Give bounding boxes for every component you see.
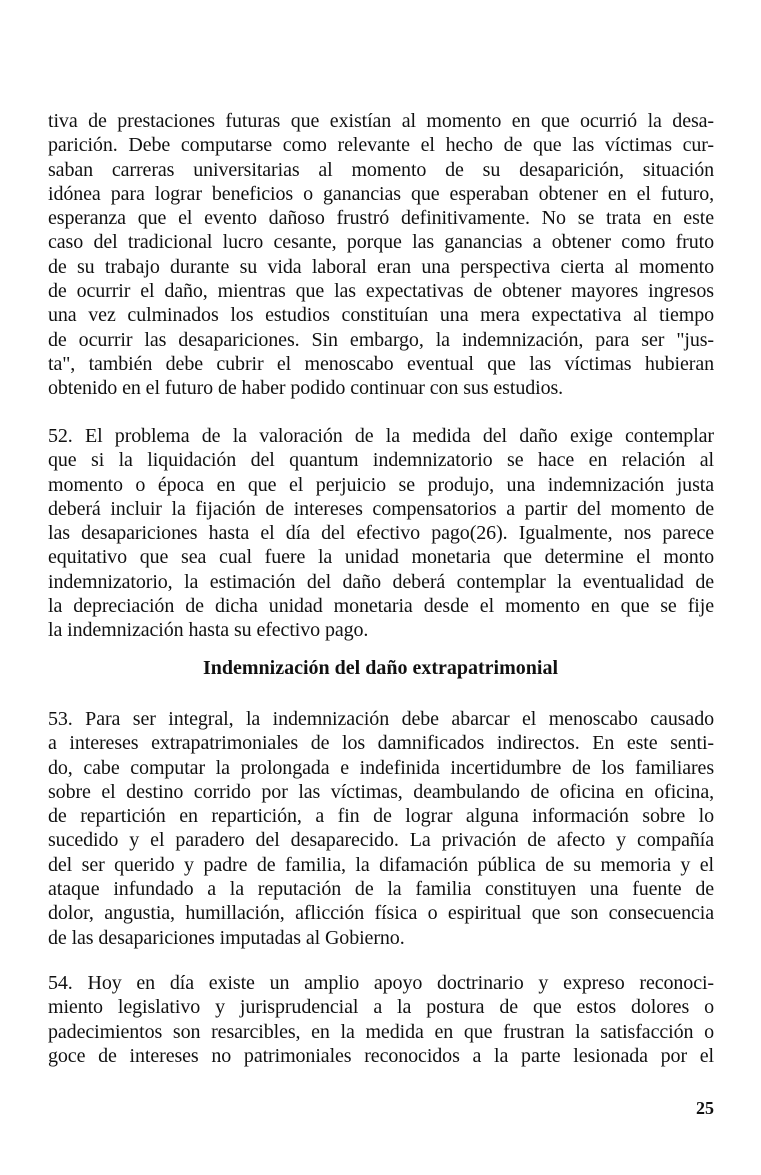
text-line: de ocurrir el daño, mientras que las expectativas de obtener mayores ingresos (48, 280, 714, 303)
text-line: idónea para lograr beneficios o ganancias que esperaban obtener en el futuro, (48, 182, 714, 205)
text-line: padecimientos son resarcibles, en la medida en que frustran la satisfacción o (48, 1020, 714, 1043)
text-line: dolor, angustia, humillación, aflicción física o espiritual que son consecuencia (48, 902, 714, 925)
text-line: indemnizatorio, la estimación del daño deberá contemplar la eventualidad de (48, 570, 714, 593)
text-line: las desapariciones hasta el día del efectivo pago(26). Igualmente, nos parece (48, 522, 714, 545)
text-line: do, cabe computar la prolongada e indefinida incertidumbre de los familiares (48, 756, 714, 779)
text-line: una vez culminados los estudios constituían una mera expectativa al tiempo (48, 304, 714, 327)
text-line: que si la liquidación del quantum indemnizatorio se hace en relación al (48, 449, 714, 472)
text-line: la depreciación de dicha unidad monetaria desde el momento en que se fije (48, 595, 714, 618)
paragraph-53 (48, 707, 714, 950)
text-line: saban carreras universitarias al momento de su desaparición, situación (48, 158, 714, 181)
text-line: caso del tradicional lucro cesante, porque las ganancias a obtener como fruto (48, 231, 714, 254)
text-line: ta", también debe cubrir el menoscabo eventual que las víctimas hubieran (48, 352, 714, 375)
page-number: 25 (696, 1098, 714, 1118)
text-line: la indemnización hasta su efectivo pago. (48, 619, 369, 642)
text-line: de ocurrir las desapariciones. Sin embargo, la indemnización, para ser "jus- (48, 328, 714, 351)
text-line: del ser querido y padre de familia, la difamación pública de su memoria y el (48, 853, 714, 876)
text-line: de repartición en repartición, a fin de lograr alguna información sobre lo (48, 805, 714, 828)
paragraph-continuation (48, 109, 714, 401)
text-line: 53. Para ser integral, la indemnización debe abarcar el menoscabo causado (48, 708, 714, 730)
text-line: 54. Hoy en día existe un amplio apoyo doctrinario y expreso reconoci- (48, 972, 714, 994)
text-line: a intereses extrapatrimoniales de los damnificados indirectos. En este senti- (48, 732, 714, 755)
text-line: momento o época en que el perjuicio se produjo, una indemnización justa (48, 473, 714, 496)
paragraph-54 (48, 971, 714, 1068)
text-line: sucedido y el paradero del desaparecido. La privación de afecto y compañía (48, 829, 714, 852)
text-line: ataque infundado a la reputación de la familia constituyen una fuente de (48, 878, 714, 901)
text-line: de su trabajo durante su vida laboral eran una perspectiva cierta al momento (48, 255, 714, 278)
text-line: miento legislativo y jurisprudencial a la postura de que estos dolores o (48, 996, 714, 1019)
section-heading: Indemnización del daño extrapatrimonial (202, 657, 558, 679)
text-line: sobre el destino corrido por las víctimas, deambulando de oficina en oficina, (48, 780, 714, 803)
text-line: 52. El problema de la valoración de la medida del daño exige contemplar (48, 425, 714, 447)
text-line: tiva de prestaciones futuras que existían al momento en que ocurrió la desa- (48, 110, 714, 132)
text-line: parición. Debe computarse como relevante el hecho de que las víctimas cur- (48, 134, 714, 157)
text-line: obtenido en el futuro de haber podido continuar con sus estudios. (48, 377, 564, 400)
text-line: esperanza que el evento dañoso frustró definitivamente. No se trata en este (48, 207, 714, 230)
text-line: deberá incluir la fijación de intereses compensatorios a partir del momento de (48, 497, 714, 520)
text-line: equitativo que sea cual fuere la unidad monetaria que determine el monto (48, 546, 714, 569)
paragraph-52 (48, 424, 714, 643)
text-line: de las desapariciones imputadas al Gobierno. (48, 926, 405, 949)
text-line: goce de intereses no patrimoniales reconocidos a la parte lesionada por el (48, 1044, 714, 1067)
